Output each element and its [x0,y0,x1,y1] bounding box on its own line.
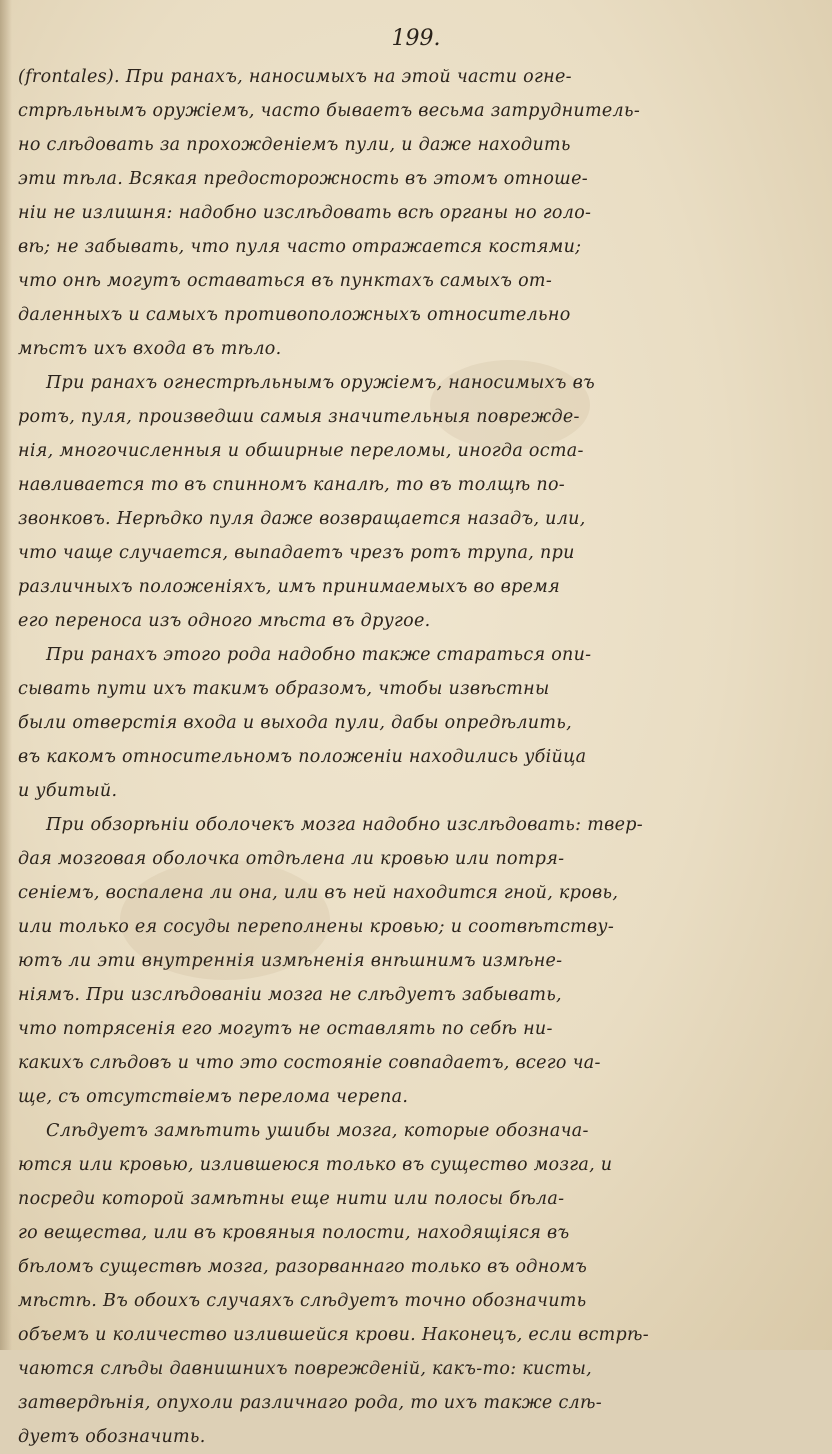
text-line: какихъ слѣдовъ и что это состояніе совпадаетъ, всего ча- [18,1053,601,1073]
text-line: посреди которой замѣтны еще нити или полосы бѣла- [18,1189,565,1209]
text-line: чаются слѣды давнишнихъ поврежденій, какъ-то: кисты, [18,1359,592,1379]
text-line: ніямъ. При изслѣдованіи мозга не слѣдуетъ забывать, [18,985,562,1005]
text-line: или только ея сосуды переполнены кровью; и соотвѣтству- [18,917,615,937]
text-line: вѣ; не забывать, что пуля часто отражается костями; [18,237,582,257]
handwritten-text [18,60,778,1454]
text-line: эти тѣла. Всякая предосторожность въ этомъ отноше- [18,169,588,189]
text-line: ютъ ли эти внутреннія измѣненія внѣшнимъ измѣне- [18,951,563,971]
paragraph-start-line: При обзорѣніи оболочекъ мозга надобно изслѣдовать: твер- [46,815,643,835]
text-line: были отверстія входа и выхода пули, дабы опредѣлить, [18,713,572,733]
text-line: что потрясенія его могутъ не оставлять по себѣ ни- [18,1019,553,1039]
text-line: нія, многочисленныя и обширные переломы, иногда оста- [18,441,584,461]
text-line: но слѣдовать за прохожденіемъ пули, и даже находить [18,135,571,155]
text-line: различныхъ положеніяхъ, имъ принимаемыхъ во время [18,577,560,597]
text-line: ще, съ отсутствіемъ перелома черепа. [18,1087,409,1107]
text-line: (frontales). При ранахъ, наносимыхъ на этой части огне- [18,67,572,87]
text-line: стрѣльнымъ оружіемъ, часто бываетъ весьма затруднитель- [18,101,641,121]
text-line: даленныхъ и самыхъ противоположныхъ относительно [18,305,571,325]
text-line: звонковъ. Нерѣдко пуля даже возвращается назадъ, или, [18,509,586,529]
text-line: его переноса изъ одного мѣста въ другое. [18,611,431,631]
text-line: дуетъ обозначить. [18,1427,206,1447]
text-line: ются или кровью, излившеюся только въ существо мозга, и [18,1155,613,1175]
paragraph-start-line: При ранахъ огнестрѣльнымъ оружіемъ, наносимыхъ въ [46,373,596,393]
text-line: сывать пути ихъ такимъ образомъ, чтобы извѣстны [18,679,550,699]
text-line: затвердѣнія, опухоли различнаго рода, то ихъ также слѣ- [18,1393,602,1413]
text-line: объемъ и количество излившейся крови. Наконецъ, если встрѣ- [18,1325,650,1345]
text-line: и убитый. [18,781,118,801]
text-line: въ какомъ относительномъ положеніи находились убійца [18,747,587,767]
page-edge-shadow [0,0,12,1350]
text-line: что онѣ могутъ оставаться въ пунктахъ самыхъ от- [18,271,553,291]
text-line: мѣстъ ихъ входа въ тѣло. [18,339,282,359]
paragraph-start-line: Слѣдуетъ замѣтить ушибы мозга, которые обознача- [46,1121,589,1141]
text-line: навливается то въ спинномъ каналѣ, то въ толщѣ по- [18,475,566,495]
text-line: ротъ, пуля, произведши самыя значительныя поврежде- [18,407,580,427]
paragraph-start-line: При ранахъ этого рода надобно также стараться опи- [46,645,592,665]
text-line: мѣстѣ. Въ обоихъ случаяхъ слѣдуетъ точно обозначить [18,1291,587,1311]
text-line: что чаще случается, выпадаетъ чрезъ ротъ трупа, при [18,543,575,563]
text-line: го вещества, или въ кровяныя полости, находящіяся въ [18,1223,570,1243]
text-line: ніи не излишня: надобно изслѣдовать всѣ органы но голо- [18,203,592,223]
text-line: бѣломъ существѣ мозга, разорваннаго только въ одномъ [18,1257,588,1277]
text-line: сеніемъ, воспалена ли она, или въ ней находится гной, кровь, [18,883,619,903]
page-number: 199. [391,26,441,51]
text-line: дая мозговая оболочка отдѣлена ли кровью или потря- [18,849,565,869]
